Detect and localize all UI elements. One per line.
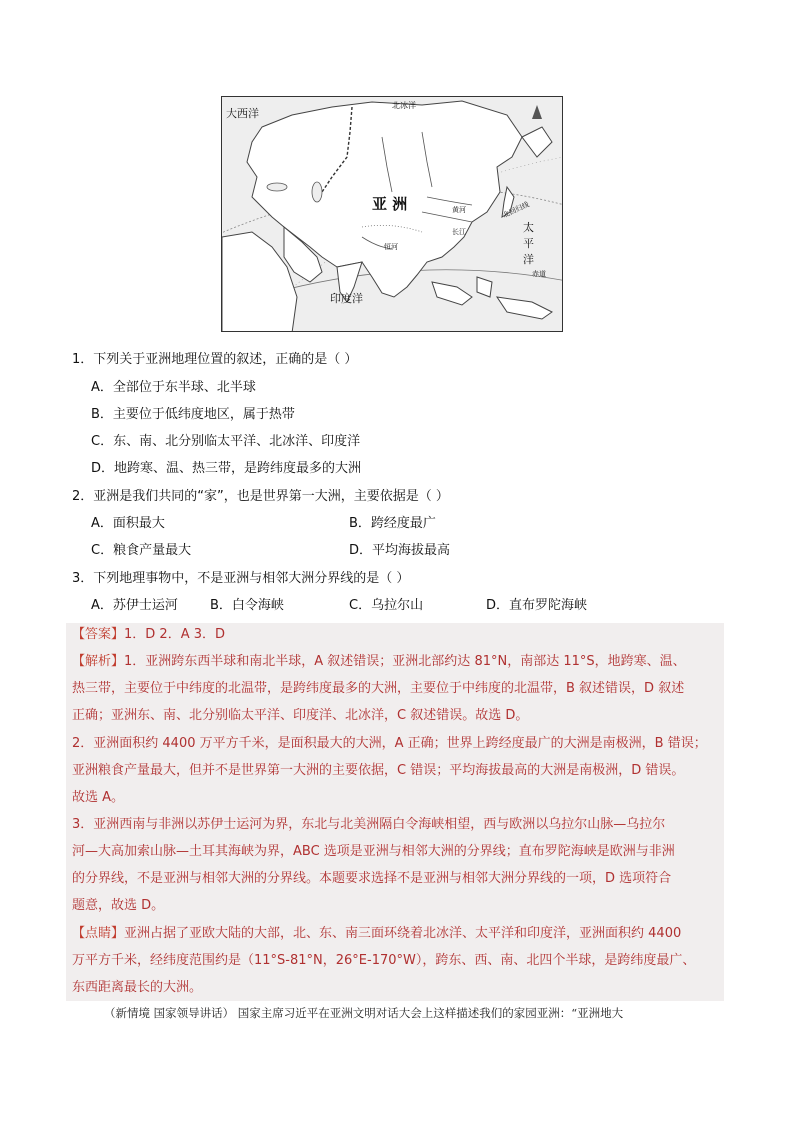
analysis-line-7: 3．亚洲西南与非洲以苏伊士运河为界，东北与北美洲隔白令海峡相望，西与欧洲以乌拉尔山脉—乌拉尔 bbox=[72, 817, 666, 832]
answer-line bbox=[72, 626, 225, 644]
map-label-equator: 赤道 bbox=[532, 270, 546, 278]
question-1-option-d: D．地跨寒、温、热三带，是跨纬度最多的大洲 bbox=[91, 461, 362, 476]
map-label-tropic-cancer: 北回归线 bbox=[501, 200, 531, 220]
map-label-indian: 印度洋 bbox=[330, 292, 363, 305]
analysis-line-2: 热三带，主要位于中纬度的北温带，是跨纬度最多的大洲，主要位于中纬度的北温带，B 叙述错误，D 叙述 bbox=[72, 681, 685, 696]
map-label-arctic: 北冰洋 bbox=[392, 101, 416, 110]
question-2-option-b: B．跨经度最广 bbox=[349, 516, 436, 531]
analysis-text-1: 1．亚洲跨东西半球和南北半球，A 叙述错误；亚洲北部约达 81°N，南部达 11°S，地跨寒、温、 bbox=[124, 654, 686, 669]
map-label-ganges: 恒河 bbox=[384, 243, 398, 251]
question-1-option-a: A．全部位于东半球、北半球 bbox=[91, 380, 256, 395]
map-label-atlantic: 大西洋 bbox=[226, 107, 259, 120]
analysis-line-1 bbox=[72, 653, 686, 671]
analysis-line-10: 题意，故选 D。 bbox=[72, 898, 165, 913]
tip-line-1 bbox=[72, 925, 681, 943]
map-label-yellow-river: 黄河 bbox=[452, 206, 466, 214]
analysis-line-5: 亚洲粮食产量最大，但并不是世界第一大洲的主要依据，C 错误；平均海拔最高的大洲是南极洲，D 错误。 bbox=[72, 763, 685, 778]
question-2-option-a: A．面积最大 bbox=[91, 516, 165, 531]
map-label-pacific-3: 洋 bbox=[523, 253, 534, 266]
question-1-option-c: C．东、南、北分别临太平洋、北冰洋、印度洋 bbox=[91, 434, 361, 449]
analysis-line-9: 的分界线，不是亚洲与相邻大洲的分界线。本题要求选择不是亚洲与相邻大洲分界线的一项，D 选项符合 bbox=[72, 871, 672, 886]
question-3-option-a: A．苏伊士运河 bbox=[91, 598, 178, 613]
tip-tag: 【点睛】 bbox=[72, 926, 125, 941]
question-3-option-c: C．乌拉尔山 bbox=[349, 598, 424, 613]
answer-tag: 【答案】 bbox=[72, 627, 125, 642]
question-2-option-c: C．粮食产量最大 bbox=[91, 543, 192, 558]
asia-map bbox=[221, 96, 563, 332]
analysis-line-8: 河—大高加索山脉—土耳其海峡为界，ABC 选项是亚洲与相邻大洲的分界线；直布罗陀海峡是欧洲与非洲 bbox=[72, 844, 675, 859]
analysis-tag: 【解析】 bbox=[72, 654, 125, 669]
tip-text-1: 亚洲占据了亚欧大陆的大部，北、东、南三面环绕着北冰洋、太平洋和印度洋，亚洲面积约 4400 bbox=[124, 926, 682, 941]
question-1-stem: 1．下列关于亚洲地理位置的叙述，正确的是（ ） bbox=[72, 352, 358, 367]
analysis-line-4: 2．亚洲面积约 4400 万平方千米，是面积最大的大洲，A 正确；世界上跨经度最广的大洲是南极洲，B 错误； bbox=[72, 736, 707, 751]
question-2-option-d: D．平均海拔最高 bbox=[349, 543, 451, 558]
map-label-pacific-1: 太 bbox=[523, 221, 534, 234]
question-3-stem: 3．下列地理事物中，不是亚洲与相邻大洲分界线的是（ ） bbox=[72, 571, 410, 586]
map-label-asia: 亚 洲 bbox=[372, 195, 408, 213]
analysis-line-3: 正确；亚洲东、南、北分别临太平洋、印度洋、北冰洋，C 叙述错误。故选 D。 bbox=[72, 708, 529, 723]
question-3-option-b: B．白令海峡 bbox=[210, 598, 284, 613]
answer-text: 1．D 2．A 3．D bbox=[124, 627, 226, 642]
question-2-stem: 2．亚洲是我们共同的“家”，也是世界第一大洲，主要依据是（ ） bbox=[72, 489, 449, 504]
question-1-option-b: B．主要位于低纬度地区，属于热带 bbox=[91, 407, 295, 422]
question-3-option-d: D．直布罗陀海峡 bbox=[486, 598, 588, 613]
map-label-pacific-2: 平 bbox=[523, 237, 534, 250]
tip-line-2: 万平方千米，经纬度范围约是（11°S-81°N，26°E-170°W），跨东、西、南、北四个半球，是跨纬度最广、 bbox=[72, 953, 696, 968]
map-label-yangtze: 长江 bbox=[452, 228, 466, 236]
tip-line-3: 东西距离最长的大洲。 bbox=[72, 980, 203, 995]
analysis-line-6: 故选 A。 bbox=[72, 790, 125, 805]
next-question-intro: （新情境 国家领导讲话） 国家主席习近平在亚洲文明对话大会上这样描述我们的家园亚洲：“亚洲地大 bbox=[104, 1006, 624, 1020]
